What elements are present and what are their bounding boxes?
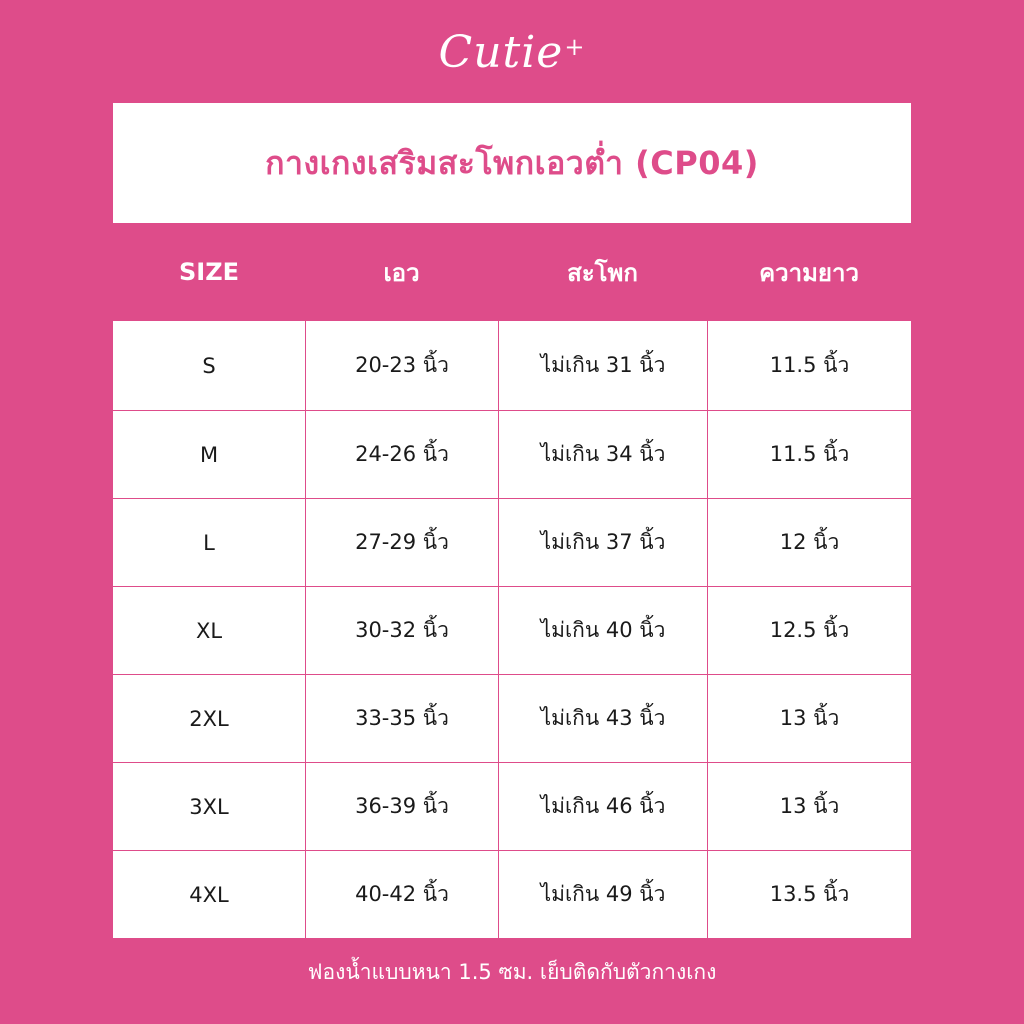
- table-row: [113, 674, 911, 762]
- size-table: [113, 321, 911, 938]
- cell-length: 13 นิ้ว: [707, 675, 911, 762]
- brand-logo-plus: +: [564, 33, 586, 61]
- cell-waist: 24-26 นิ้ว: [305, 411, 498, 498]
- cell-waist: 33-35 นิ้ว: [305, 675, 498, 762]
- cell-size: 4XL: [189, 882, 229, 907]
- header-length: ความยาว: [759, 258, 859, 287]
- brand-logo-text: Cutie: [438, 27, 564, 78]
- cell-waist: 30-32 นิ้ว: [305, 587, 498, 674]
- cell-waist: 36-39 นิ้ว: [305, 763, 498, 850]
- table-row: [113, 586, 911, 674]
- cell-length: 11.5 นิ้ว: [707, 321, 911, 410]
- cell-hip: ไม่เกิน 34 นิ้ว: [498, 411, 707, 498]
- cell-length: 12.5 นิ้ว: [707, 587, 911, 674]
- table-header: [113, 238, 911, 306]
- cell-hip: ไม่เกิน 43 นิ้ว: [498, 675, 707, 762]
- cell-hip: ไม่เกิน 31 นิ้ว: [498, 321, 707, 410]
- header-waist: เอว: [383, 258, 420, 287]
- table-row: [113, 762, 911, 850]
- cell-length: 11.5 นิ้ว: [707, 411, 911, 498]
- cell-size: S: [202, 353, 216, 378]
- cell-size: L: [203, 530, 215, 555]
- table-row: [113, 321, 911, 410]
- table-row: [113, 498, 911, 586]
- cell-hip: ไม่เกิน 37 นิ้ว: [498, 499, 707, 586]
- cell-length: 12 นิ้ว: [707, 499, 911, 586]
- cell-waist: 40-42 นิ้ว: [305, 851, 498, 938]
- cell-size: 2XL: [189, 706, 229, 731]
- table-row: [113, 410, 911, 498]
- header-hip: สะโพก: [567, 258, 638, 287]
- table-row: [113, 850, 911, 938]
- product-title: กางเกงเสริมสะโพกเอวต่ำ (CP04): [265, 143, 759, 182]
- cell-length: 13 นิ้ว: [707, 763, 911, 850]
- cell-size: 3XL: [189, 794, 229, 819]
- header-size: SIZE: [178, 258, 239, 286]
- cell-length: 13.5 นิ้ว: [707, 851, 911, 938]
- brand-logo: [0, 18, 1024, 88]
- cell-waist: 27-29 นิ้ว: [305, 499, 498, 586]
- cell-hip: ไม่เกิน 49 นิ้ว: [498, 851, 707, 938]
- cell-size: M: [199, 442, 219, 467]
- title-panel: [113, 103, 911, 223]
- cell-hip: ไม่เกิน 40 นิ้ว: [498, 587, 707, 674]
- cell-waist: 20-23 นิ้ว: [305, 321, 498, 410]
- cell-hip: ไม่เกิน 46 นิ้ว: [498, 763, 707, 850]
- footer-note: ฟองน้ำแบบหนา 1.5 ซม. เย็บติดกับตัวกางเกง: [307, 960, 717, 984]
- cell-size: XL: [195, 618, 223, 643]
